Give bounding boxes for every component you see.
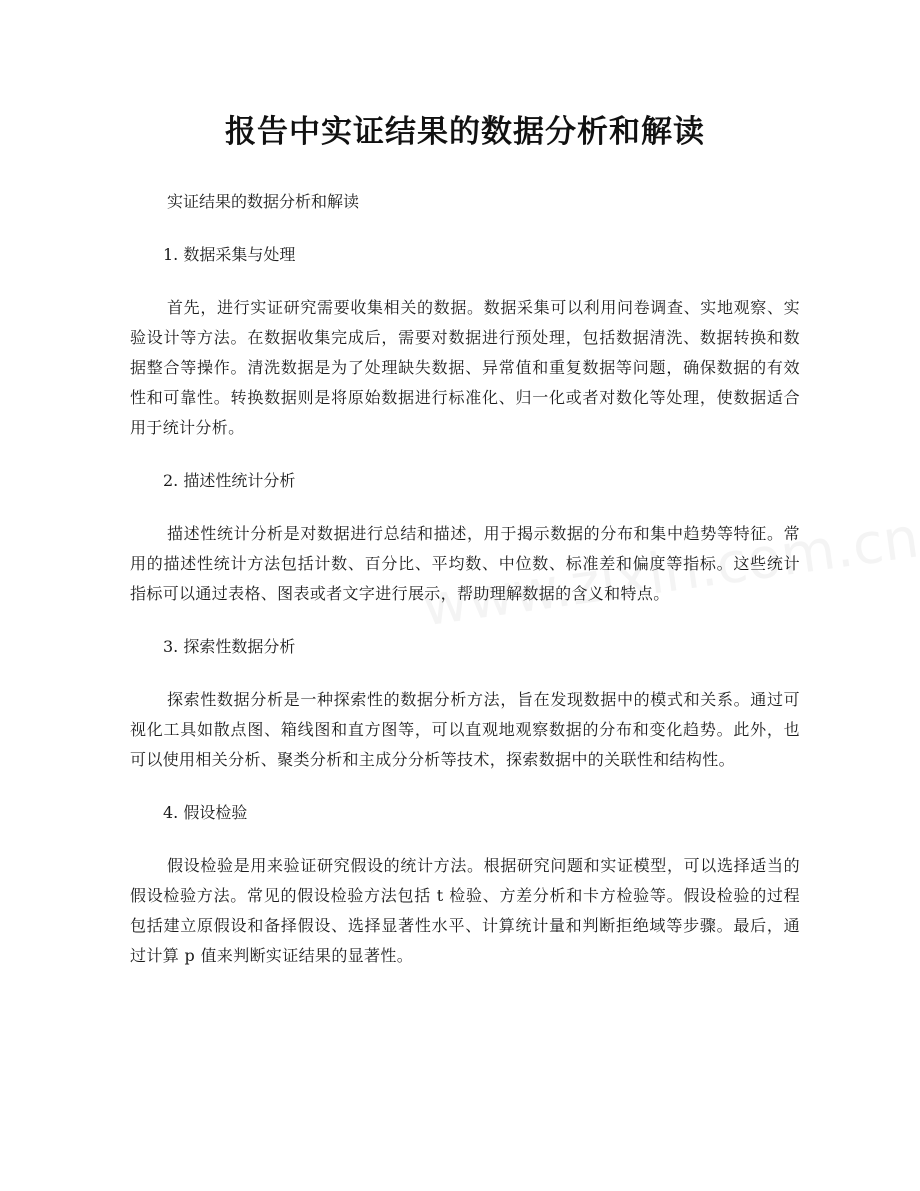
section-heading-3: 3. 探索性数据分析 <box>163 637 296 656</box>
intro-line: 实证结果的数据分析和解读 <box>167 192 360 211</box>
document-title: 报告中实证结果的数据分析和解读 <box>225 114 705 150</box>
section-body-1: 首先，进行实证研究需要收集相关的数据。数据采集可以利用问卷调查、实地观察、实验设计等方法。在数据收集完成后，需要对数据进行预处理，包括数据清洗、数据转换和数据整合等操作。清洗数据是为了处理缺失数据、异常值和重复数据等问题，确保数据的有效性和可靠性。转换数据则是将原始数据进行标准化、归一化或者对数化等处理，使数据适合用于统计分析。 <box>130 298 800 437</box>
section-heading-2: 2. 描述性统计分析 <box>163 471 296 490</box>
section-body-2: 描述性统计分析是对数据进行总结和描述，用于揭示数据的分布和集中趋势等特征。常用的描述性统计方法包括计数、百分比、平均数、中位数、标准差和偏度等指标。这些统计指标可以通过表格、图表或者文字进行展示，帮助理解数据的含义和特点。 <box>130 524 800 603</box>
section-body-4: 假设检验是用来验证研究假设的统计方法。根据研究问题和实证模型，可以选择适当的假设检验方法。常见的假设检验方法包括 t 检验、方差分析和卡方检验等。假设检验的过程包括建立原假设和备择假设、选择显著性水平、计算统计量和判断拒绝域等步骤。最后，通过计算 p 值来判断实证结果的显著性。 <box>130 856 800 965</box>
section-body-3: 探索性数据分析是一种探索性的数据分析方法，旨在发现数据中的模式和关系。通过可视化工具如散点图、箱线图和直方图等，可以直观地观察数据的分布和变化趋势。此外，也可以使用相关分析、聚类分析和主成分分析等技术，探索数据中的关联性和结构性。 <box>130 690 800 769</box>
section-heading-1: 1. 数据采集与处理 <box>163 245 296 264</box>
section-heading-4: 4. 假设检验 <box>163 803 248 822</box>
